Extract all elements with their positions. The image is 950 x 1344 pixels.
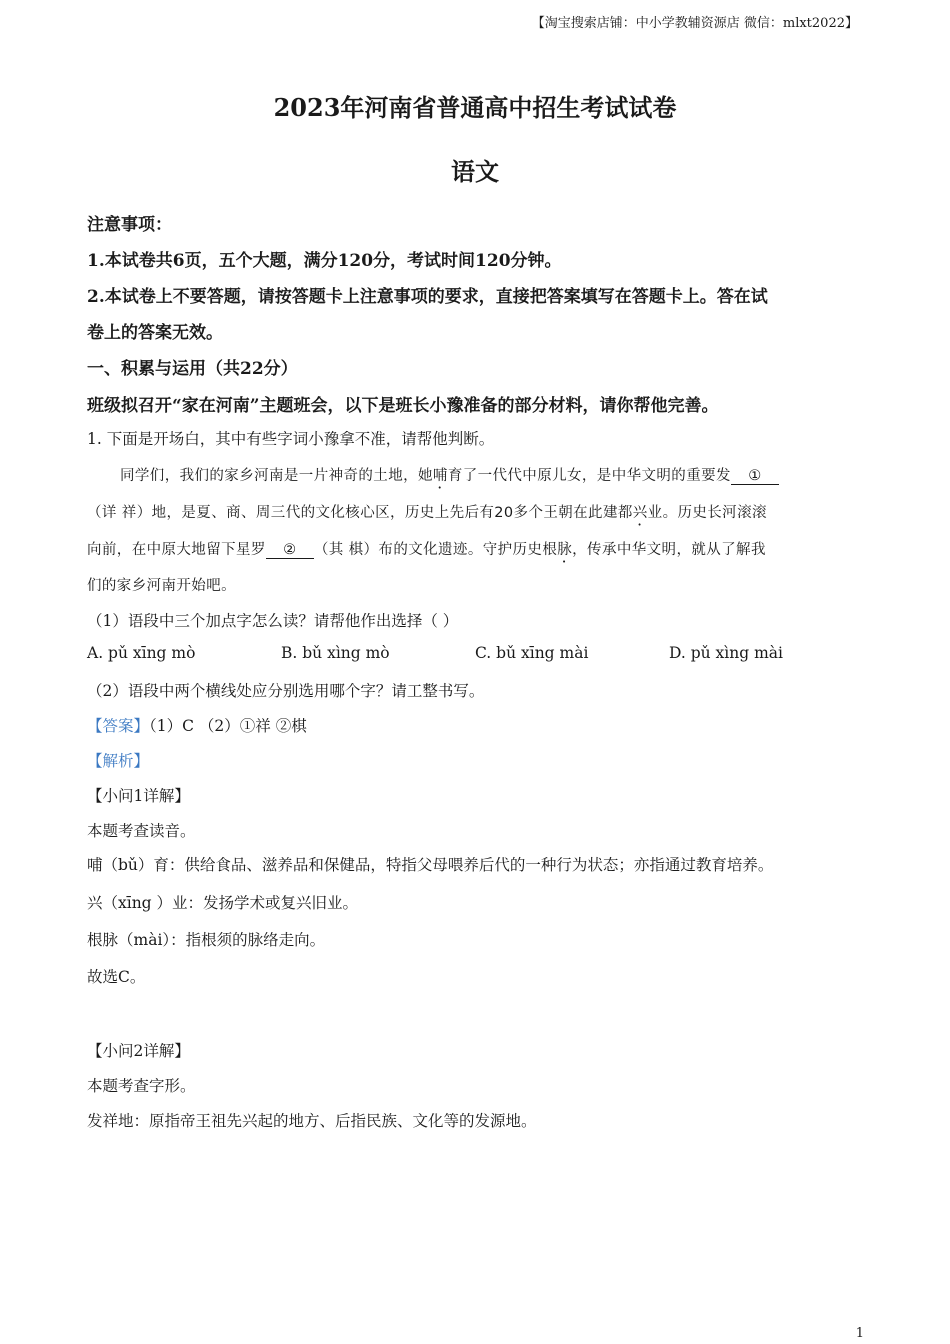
part-1-heading: 【小问1详解】 <box>87 787 190 805</box>
option-a: A. pǔ xīng mò <box>87 644 196 662</box>
part-2-heading: 【小问2详解】 <box>87 1042 190 1060</box>
exam-title: 2023年河南省普通高中招生考试试卷 <box>273 93 677 122</box>
passage-line-4: 们的家乡河南开始吧。 <box>87 578 236 594</box>
part-1-line-5: 故选C。 <box>87 968 146 986</box>
passage-line-1 <box>120 464 779 492</box>
option-c: C. bǔ xīng mài <box>475 644 589 662</box>
passage-text: 业。历史长河滚滚 <box>647 505 767 521</box>
header-watermark-note: 【淘宝搜索店铺：中小学教辅资源店 微信：mlxt2022】 <box>531 16 858 31</box>
passage-text: 向前，在中原大地留下星罗 <box>87 542 266 558</box>
notice-item-1: 1.本试卷共6页，五个大题，满分120分，考试时间120分钟。 <box>87 251 562 271</box>
dotted-char: 哺 <box>432 468 448 484</box>
passage-text: （其 棋）布的文化遗迹。守护历史根 <box>313 542 558 558</box>
question-1-stem: 1. 下面是开场白，其中有些字词小豫拿不准，请帮他判断。 <box>87 430 495 448</box>
passage-line-3 <box>87 538 766 566</box>
dotted-char: 兴 <box>632 505 648 521</box>
blank-1: ① <box>731 468 779 485</box>
passage-text: 育了一代代中原儿女，是中华文明的重要发 <box>447 468 731 484</box>
question-1-sub-1: （1）语段中三个加点字怎么读？请帮他作出选择（ ） <box>87 612 459 630</box>
dotted-char: 脉 <box>557 542 573 558</box>
blank-2: ② <box>266 542 314 559</box>
answer-text: （1）C （2）①祥 ②棋 <box>149 717 307 735</box>
analysis-label: 【解析】 <box>87 752 150 770</box>
option-d: D. pǔ xìng mài <box>669 644 783 662</box>
part-1-line-3: 兴（xīng ）业：发扬学术或复兴旧业。 <box>87 894 359 912</box>
subject-title: 语文 <box>451 157 499 186</box>
page-number: 1 <box>855 1326 864 1341</box>
part-2-line-2: 发祥地：原指帝王祖先兴起的地方、后指民族、文化等的发源地。 <box>87 1112 537 1130</box>
passage-text: （详 祥）地，是夏、商、周三代的文化核心区，历史上先后有20多个王朝在此建都 <box>87 505 633 521</box>
passage-line-2 <box>87 501 767 529</box>
passage-text: ，传承中华文明，就从了解我 <box>572 542 766 558</box>
answer-label: 【答案】 <box>87 717 150 735</box>
part-1-line-1: 本题考查读音。 <box>87 822 196 840</box>
section-1-heading: 一、积累与运用（共22分） <box>87 359 298 379</box>
notice-item-2-line-2: 卷上的答案无效。 <box>87 323 223 343</box>
part-1-line-4: 根脉（mài）：指根须的脉络走向。 <box>87 931 326 949</box>
section-1-intro: 班级拟召开“家在河南”主题班会，以下是班长小豫准备的部分材料，请你帮他完善。 <box>87 396 719 416</box>
option-b: B. bǔ xìng mò <box>281 644 390 662</box>
part-2-line-1: 本题考查字形。 <box>87 1077 196 1095</box>
question-1-sub-2: （2）语段中两个横线处应分别选用哪个字？请工整书写。 <box>87 682 485 700</box>
part-1-line-2: 哺（bǔ）育：供给食品、滋养品和保健品，特指父母喂养后代的一种行为状态；亦指通过教育培养。 <box>87 856 774 874</box>
passage-text: 同学们，我们的家乡河南是一片神奇的土地，她 <box>120 468 433 484</box>
notice-item-2-line-1: 2.本试卷上不要答题，请按答题卡上注意事项的要求，直接把答案填写在答题卡上。答在试 <box>87 287 768 307</box>
notice-heading: 注意事项： <box>87 215 172 235</box>
answer-line <box>87 714 307 736</box>
